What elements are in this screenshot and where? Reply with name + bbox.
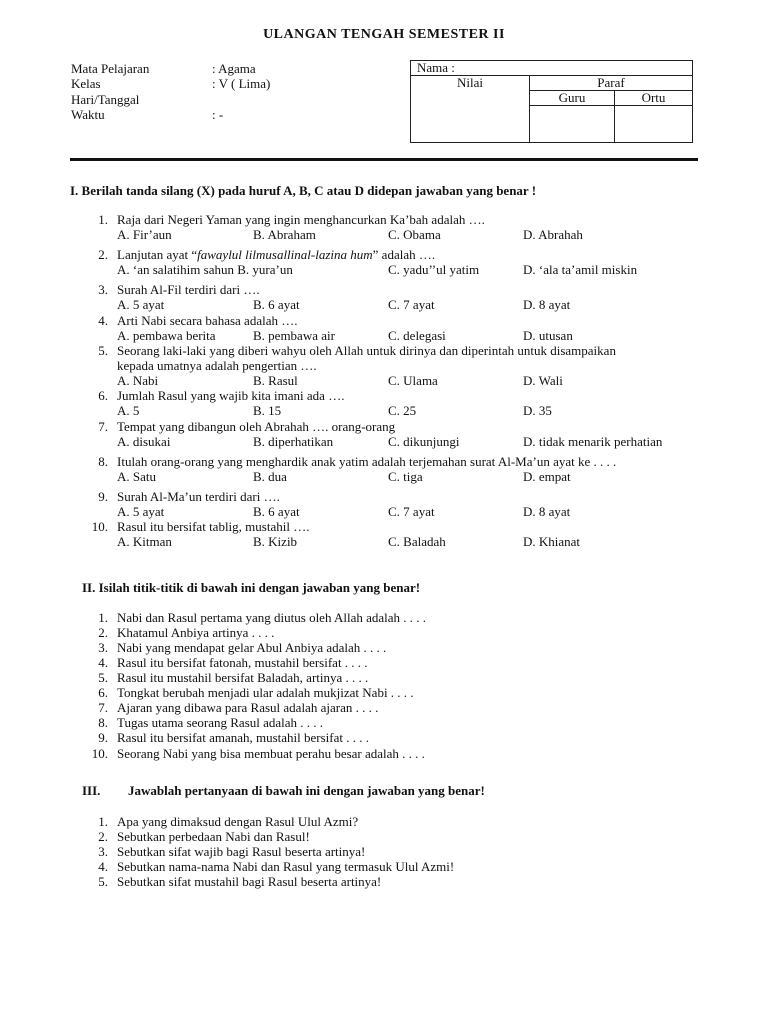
info-label-date: Hari/Tanggal xyxy=(71,92,140,107)
guru-signature-field[interactable] xyxy=(530,106,615,143)
question-number: 2. xyxy=(98,247,108,262)
option-d[interactable]: D. Abrahah xyxy=(523,227,583,242)
question-text: Arti Nabi secara bahasa adalah …. xyxy=(117,313,298,328)
fill-item-number: 1. xyxy=(98,610,108,625)
option-c[interactable]: C. dikunjungi xyxy=(388,434,460,449)
essay-item-number: 4. xyxy=(98,859,108,874)
fill-item-number: 3. xyxy=(98,640,108,655)
essay-item-text: Sebutkan perbedaan Nabi dan Rasul! xyxy=(117,829,310,844)
question-text: Itulah orang-orang yang menghardik anak yatim adalah terjemahan surat Al-Ma’un ayat ke . . . . xyxy=(117,454,617,469)
option-c[interactable]: C. Obama xyxy=(388,227,441,242)
option-d[interactable]: D. Khianat xyxy=(523,534,581,549)
option-c[interactable]: C. 7 ayat xyxy=(388,504,435,519)
option-d[interactable]: D. utusan xyxy=(523,328,573,343)
fill-item-text: Ajaran yang dibawa para Rasul adalah ajaran . . . . xyxy=(117,700,379,715)
option-d[interactable]: D. empat xyxy=(523,469,571,484)
option-a[interactable]: A. Satu xyxy=(117,469,156,484)
info-label-class: Kelas xyxy=(71,76,101,91)
question-number: 3. xyxy=(98,282,108,297)
option-c[interactable]: C. 25 xyxy=(388,403,417,418)
info-value-class: : V ( Lima) xyxy=(212,76,271,91)
option-a[interactable]: A. Nabi xyxy=(117,373,159,388)
question-text-before: Lanjutan ayat “ xyxy=(117,247,198,262)
question-text: Surah Al-Fil terdiri dari …. xyxy=(117,282,260,297)
option-a[interactable]: A. Kitman xyxy=(117,534,172,549)
paraf-label: Paraf xyxy=(530,76,693,91)
option-c[interactable]: C. Ulama xyxy=(388,373,438,388)
fill-item-text: Rasul itu bersifat amanah, mustahil bersifat . . . . xyxy=(117,730,369,745)
question-number: 10. xyxy=(91,519,108,534)
essay-item-text: Sebutkan sifat mustahil bagi Rasul beserta artinya! xyxy=(117,874,382,889)
question-number: 6. xyxy=(98,388,108,403)
option-d[interactable]: D. 8 ayat xyxy=(523,297,571,312)
option-c[interactable]: C. tiga xyxy=(388,469,423,484)
question-number: 1. xyxy=(98,212,108,227)
option-a[interactable]: A. 5 ayat xyxy=(117,504,165,519)
option-a[interactable]: A. 5 xyxy=(117,403,140,418)
section-1-heading: I. Berilah tanda silang (X) pada huruf A, B, C atau D didepan jawaban yang benar ! xyxy=(70,183,537,198)
section-3-number: III. xyxy=(82,783,101,798)
grade-box xyxy=(410,60,693,143)
fill-item-text: Tugas utama seorang Rasul adalah . . . . xyxy=(117,715,324,730)
essay-item-text: Apa yang dimaksud dengan Rasul Ulul Azmi? xyxy=(117,814,359,829)
nilai-cell xyxy=(411,76,530,143)
option-c[interactable]: C. yadu’’ul yatim xyxy=(388,262,480,277)
header-divider xyxy=(70,158,698,161)
info-label-subject: Mata Pelajaran xyxy=(71,61,150,76)
option-b[interactable]: B. pembawa air xyxy=(253,328,335,343)
nilai-label: Nilai xyxy=(457,75,483,90)
option-b[interactable]: B. dua xyxy=(253,469,287,484)
option-a[interactable]: A. pembawa berita xyxy=(117,328,216,343)
fill-item-number: 2. xyxy=(98,625,108,640)
section-2-heading: II. Isilah titik-titik di bawah ini dengan jawaban yang benar! xyxy=(82,580,421,595)
fill-item-text: Tongkat berubah menjadi ular adalah mukjizat Nabi . . . . xyxy=(117,685,414,700)
question-number: 7. xyxy=(98,419,108,434)
essay-item-number: 5. xyxy=(98,874,108,889)
essay-item-number: 2. xyxy=(98,829,108,844)
essay-item-number: 3. xyxy=(98,844,108,859)
info-value-subject: : Agama xyxy=(212,61,256,76)
option-d[interactable]: D. Wali xyxy=(523,373,563,388)
fill-item-number: 9. xyxy=(98,730,108,745)
question-text: Jumlah Rasul yang wajib kita imani ada …. xyxy=(117,388,345,403)
option-b[interactable]: B. diperhatikan xyxy=(253,434,334,449)
question-text xyxy=(117,247,435,262)
guru-label: Guru xyxy=(530,91,615,106)
question-text-after: ” adalah …. xyxy=(372,247,436,262)
option-d[interactable]: D. tidak menarik perhatian xyxy=(523,434,663,449)
fill-item-text: Rasul itu mustahil bersifat Baladah, artinya . . . . xyxy=(117,670,369,685)
fill-item-number: 5. xyxy=(98,670,108,685)
option-a[interactable]: A. disukai xyxy=(117,434,171,449)
essay-item-text: Sebutkan sifat wajib bagi Rasul beserta artinya! xyxy=(117,844,366,859)
option-b[interactable]: B. 6 ayat xyxy=(253,504,300,519)
section-3-heading: Jawablah pertanyaan di bawah ini dengan jawaban yang benar! xyxy=(128,783,485,798)
option-d[interactable]: D. 35 xyxy=(523,403,552,418)
ortu-label: Ortu xyxy=(615,91,693,106)
fill-item-number: 4. xyxy=(98,655,108,670)
info-value-time: : - xyxy=(212,107,224,122)
essay-item-number: 1. xyxy=(98,814,108,829)
question-text-line2: kepada umatnya adalah pengertian …. xyxy=(117,358,317,373)
option-c[interactable]: C. 7 ayat xyxy=(388,297,435,312)
question-number: 8. xyxy=(98,454,108,469)
info-label-time: Waktu xyxy=(71,107,105,122)
question-number: 5. xyxy=(98,343,108,358)
option-a[interactable]: A. Fir’aun xyxy=(117,227,172,242)
fill-item-number: 7. xyxy=(98,700,108,715)
option-b[interactable]: B. Rasul xyxy=(253,373,298,388)
question-text-italic: fawaylul lilmusallinal-lazina hum xyxy=(197,247,373,262)
fill-item-number: 10. xyxy=(91,746,108,761)
question-text: Tempat yang dibangun oleh Abrahah …. orang-orang xyxy=(117,419,396,434)
essay-item-text: Sebutkan nama-nama Nabi dan Rasul yang termasuk Ulul Azmi! xyxy=(117,859,455,874)
option-c[interactable]: C. Baladah xyxy=(388,534,446,549)
option-b[interactable]: B. Abraham xyxy=(253,227,316,242)
question-text: Surah Al-Ma’un terdiri dari …. xyxy=(117,489,280,504)
question-text: Seorang laki-laki yang diberi wahyu oleh Allah untuk dirinya dan diperintah untuk disampaikan xyxy=(117,343,616,358)
fill-item-text: Seorang Nabi yang bisa membuat perahu besar adalah . . . . xyxy=(117,746,425,761)
question-number: 9. xyxy=(98,489,108,504)
option-d[interactable]: D. 8 ayat xyxy=(523,504,571,519)
question-text: Raja dari Negeri Yaman yang ingin menghancurkan Ka’bah adalah …. xyxy=(117,212,485,227)
option-a[interactable]: A. 5 ayat xyxy=(117,297,165,312)
fill-item-text: Nabi yang mendapat gelar Abul Anbiya adalah . . . . xyxy=(117,640,387,655)
option-b[interactable]: B. Kizib xyxy=(253,534,298,549)
option-b[interactable]: B. 6 ayat xyxy=(253,297,300,312)
page-title: ULANGAN TENGAH SEMESTER II xyxy=(263,27,505,42)
question-text: Rasul itu bersifat tablig, mustahil …. xyxy=(117,519,310,534)
fill-item-text: Nabi dan Rasul pertama yang diutus oleh Allah adalah . . . . xyxy=(117,610,427,625)
question-number: 4. xyxy=(98,313,108,328)
fill-item-number: 6. xyxy=(98,685,108,700)
fill-item-text: Khatamul Anbiya artinya . . . . xyxy=(117,625,275,640)
option-c[interactable]: C. delegasi xyxy=(388,328,446,343)
fill-item-text: Rasul itu bersifat fatonah, mustahil bersifat . . . . xyxy=(117,655,368,670)
option-d[interactable]: D. ‘ala ta’amil miskin xyxy=(523,262,638,277)
fill-item-number: 8. xyxy=(98,715,108,730)
ortu-signature-field[interactable] xyxy=(615,106,693,143)
name-field[interactable]: Nama : xyxy=(411,61,693,76)
option-a-b[interactable]: A. ‘an salatihim sahun B. yura’un xyxy=(117,262,293,277)
option-b[interactable]: B. 15 xyxy=(253,403,282,418)
